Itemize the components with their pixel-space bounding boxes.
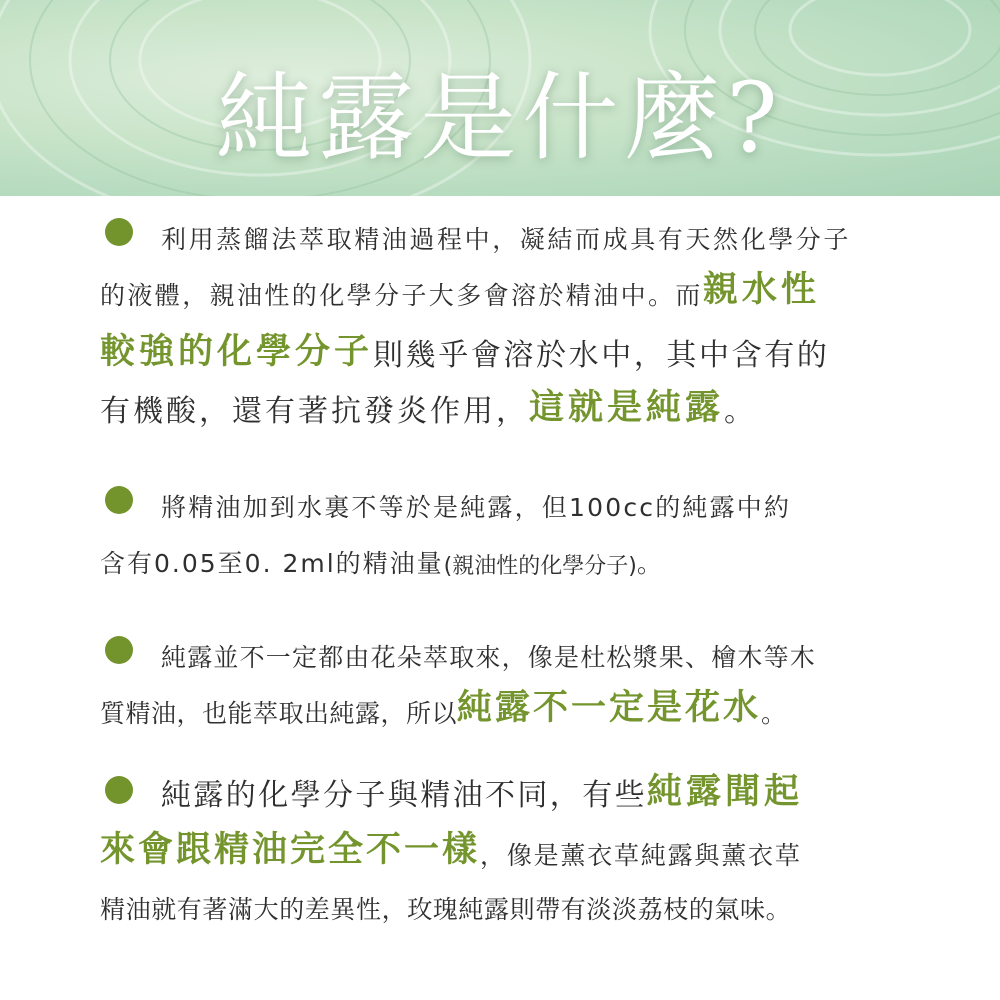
header-banner xyxy=(0,0,1000,196)
text: 有機酸，還有著抗發炎作用， xyxy=(100,394,529,429)
highlight-text: 這就是純露 xyxy=(529,388,725,428)
paragraph-3-line-2 xyxy=(100,684,900,730)
text: 的液體，親油性的化學分子大多會溶於精油中。而 xyxy=(100,281,703,310)
paragraph-4-line-3 xyxy=(100,880,900,926)
highlight-text: 較強的化學分子 xyxy=(100,332,374,372)
highlight-text: 來會跟精油完全不一樣 xyxy=(100,830,481,870)
bullet-dot-icon xyxy=(105,486,133,514)
text: 質精油，也能萃取出純露，所以 xyxy=(100,699,458,728)
paragraph-4-line-1 xyxy=(100,762,900,814)
text: (親油性的化學分子) xyxy=(443,554,637,579)
text: 精油就有著滿大的差異性，玫瑰純露則帶有淡淡荔枝的氣味。 xyxy=(100,895,792,924)
bullet-dot-icon xyxy=(105,776,133,804)
text: 則幾乎會溶於水中，其中含有的 xyxy=(373,338,830,373)
paragraph-3-line-1 xyxy=(100,628,900,674)
text: 純露並不一定都由花朵萃取來，像是杜松漿果、檜木等木 xyxy=(161,643,817,672)
text: 。 xyxy=(761,699,789,728)
text: 純露的化學分子與精油不同，有些 xyxy=(161,778,647,813)
text: ，像是薰衣草純露與薰衣草 xyxy=(480,841,802,870)
paragraph-1-line-2 xyxy=(100,266,900,312)
page-title: 純露是什麼? xyxy=(216,62,784,174)
text: 。 xyxy=(724,394,758,429)
text: 將精油加到水裏不等於是純露，但100cc的純露中約 xyxy=(161,493,792,522)
text: 利用蒸餾法萃取精油過程中，凝結而成具有天然化學分子 xyxy=(161,225,852,254)
paragraph-1-line-4 xyxy=(100,378,900,430)
paragraph-1-line-3 xyxy=(100,322,900,374)
paragraph-1-line-1 xyxy=(100,210,900,256)
paragraph-4-line-2 xyxy=(100,820,900,872)
text: 含有0.05至0. 2ml的精油量 xyxy=(100,549,444,578)
highlight-text: 親水性 xyxy=(702,270,820,310)
paragraph-2-line-2 xyxy=(100,534,900,580)
highlight-text: 純露聞起 xyxy=(647,772,804,812)
highlight-text: 純露不一定是花水 xyxy=(457,688,762,728)
bullet-dot-icon xyxy=(105,218,133,246)
paragraph-2-line-1 xyxy=(100,478,900,524)
bullet-dot-icon xyxy=(105,636,133,664)
text: 。 xyxy=(636,549,664,578)
